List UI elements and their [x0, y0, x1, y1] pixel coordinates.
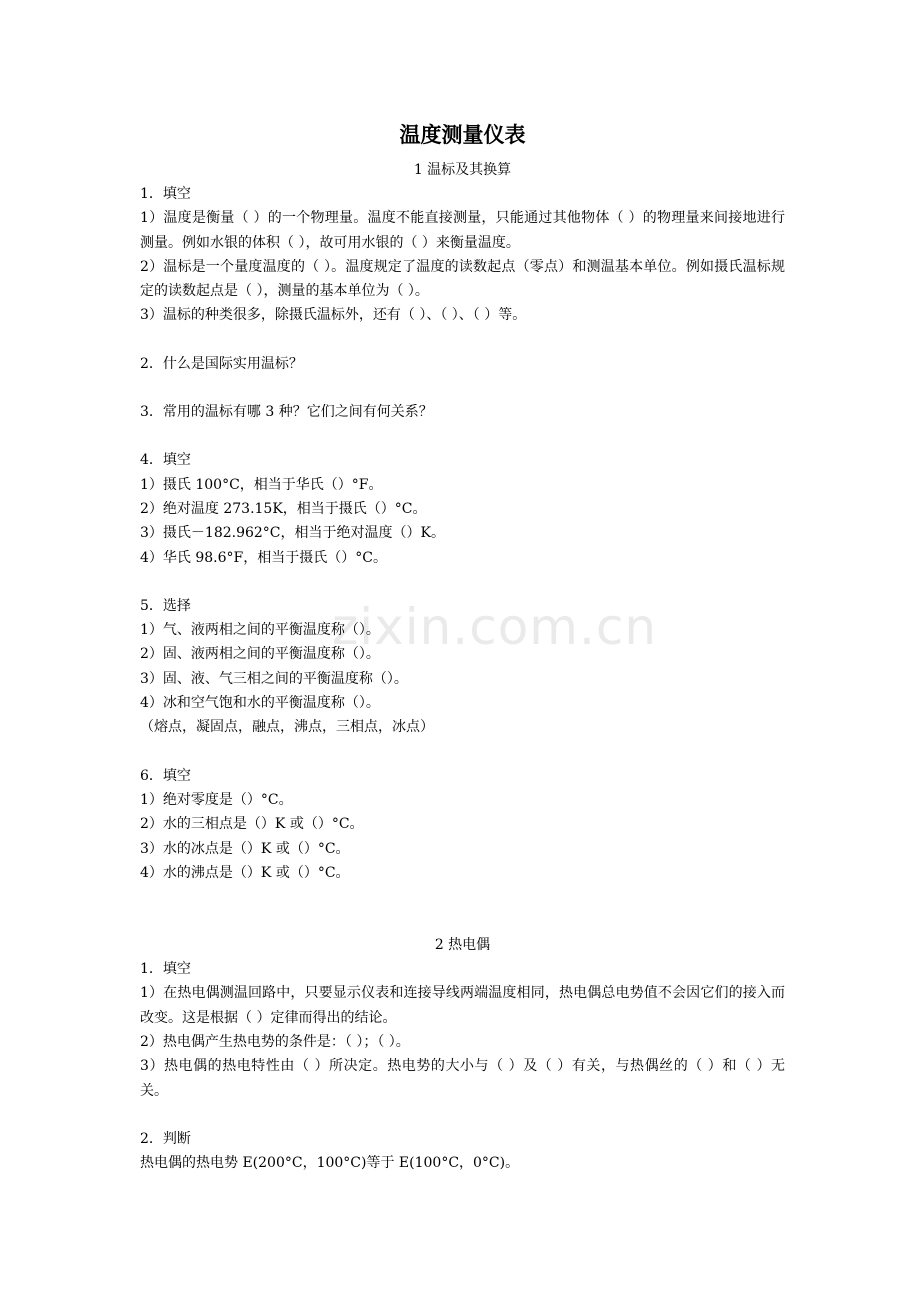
- s1-q5-item-3: 3）固、液、气三相之间的平衡温度称（）。: [140, 670, 408, 687]
- s2-q1-item-1: 1）在热电偶测温回路中，只要显示仪表和连接导线两端温度相同，热电偶总电势值不会因它们的接入而改变。这是根据（ ）定律而得出的结论。: [140, 985, 785, 1026]
- spacer: [140, 740, 785, 764]
- s1-q4-item-3: 3）摄氏－182.962°C，相当于绝对温度（）K。: [140, 525, 445, 542]
- s1-question-4: [140, 448, 785, 569]
- document-title: 温度测量仪表: [399, 122, 526, 147]
- section-1-title: 1 温标及其换算: [413, 162, 512, 178]
- spacer: [140, 328, 785, 352]
- section-2-title: 2 热电偶: [434, 937, 491, 954]
- s1-q6-heading: 6．填空: [140, 767, 191, 784]
- s1-q3-heading: 3．常用的温标有哪 3 种？它们之间有何关系？: [140, 404, 433, 421]
- spacer: [140, 885, 785, 933]
- s2-q2-heading: 2．判断: [140, 1130, 191, 1147]
- s1-q6-item-1: 1）绝对零度是（）°C。: [140, 791, 293, 808]
- s2-q1-item-3: 3）热电偶的热电特性由（ ）所决定。热电势的大小与（ ）及（ ）有关，与热偶丝的（ ）和（ ）无关。: [140, 1058, 785, 1099]
- s1-q4-item-1: 1）摄氏 100°C，相当于华氏（）°F。: [140, 476, 383, 493]
- s1-q5-options: （熔点，凝固点，融点，沸点，三相点，冰点）: [140, 719, 434, 736]
- s1-q5-item-4: 4）冰和空气饱和水的平衡温度称（）。: [140, 695, 380, 712]
- s1-q4-heading: 4．填空: [140, 452, 191, 469]
- s1-q6-item-2: 2）水的三相点是（）K 或（）°C。: [140, 816, 364, 833]
- s1-question-6: [140, 764, 785, 885]
- s2-q2-item-1: 热电偶的热电势 E(200°C，100°C)等于 E(100°C，0°C)。: [140, 1155, 520, 1172]
- s1-q4-item-2: 2）绝对温度 273.15K，相当于摄氏（）°C。: [140, 500, 427, 517]
- s1-q1-heading: 1．填空: [140, 186, 191, 202]
- s2-question-1: [140, 957, 785, 1103]
- s2-question-2: [140, 1127, 785, 1176]
- s1-q6-item-3: 3）水的冰点是（）K 或（）°C。: [140, 840, 350, 857]
- s1-q2-heading: 2．什么是国际实用温标？: [140, 355, 303, 372]
- s1-question-1: [140, 182, 785, 328]
- s1-q1-item-2: 2）温标是一个量度温度的（ ）。温度规定了温度的读数起点（零点）和测温基本单位。例如摄氏温标规定的读数起点是（ ），测量的基本单位为（ ）。: [140, 258, 785, 300]
- s1-question-5: [140, 594, 785, 740]
- s2-q1-heading: 1．填空: [140, 961, 191, 978]
- s1-q5-heading: 5．选择: [140, 597, 191, 614]
- spacer: [140, 570, 785, 594]
- document-page: [140, 118, 785, 1176]
- s1-q5-item-1: 1）气、液两相之间的平衡温度称（）。: [140, 622, 380, 639]
- s1-q4-item-4: 4）华氏 98.6°F，相当于摄氏（）°C。: [140, 549, 387, 566]
- s2-q1-item-2: 2）热电偶产生热电势的条件是：（ ）；（ ）。: [140, 1034, 410, 1051]
- s1-q1-item-1: 1）温度是衡量（ ）的一个物理量。温度不能直接测量，只能通过其他物体（ ）的物理量来间接地进行测量。例如水银的体积（ ），故可用水银的（ ）来衡量温度。: [140, 210, 785, 251]
- spacer: [140, 1103, 785, 1127]
- s1-q5-item-2: 2）固、液两相之间的平衡温度称（）。: [140, 646, 380, 663]
- spacer: [140, 424, 785, 448]
- s1-q1-item-3: 3）温标的种类很多，除摄氏温标外，还有（ ）、（ ）、（ ）等。: [140, 307, 527, 324]
- spacer: [140, 376, 785, 400]
- s1-q6-item-4: 4）水的沸点是（）K 或（）°C。: [140, 864, 350, 881]
- watermark: zixin.com.cn: [332, 598, 658, 656]
